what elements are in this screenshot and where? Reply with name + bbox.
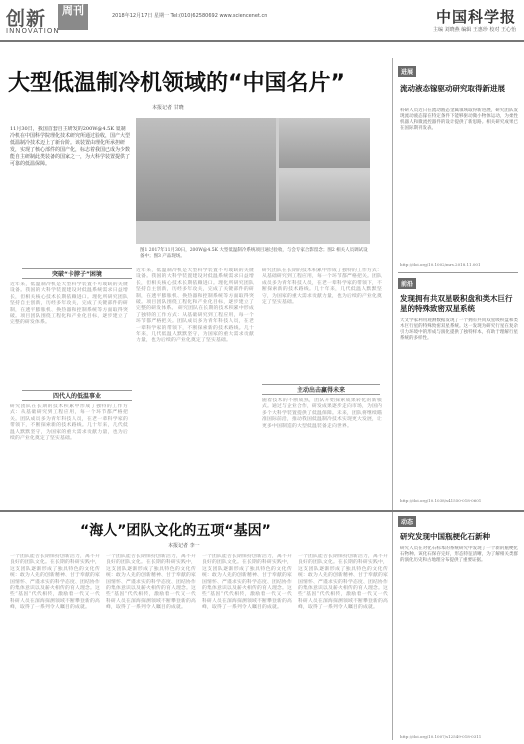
sidebar-item2-url[interactable]: http://doi.org/10.1038/s41550-018-0601 bbox=[400, 498, 482, 503]
photo-product-site bbox=[279, 171, 370, 221]
bottom-column-3 bbox=[202, 554, 292, 738]
sidebar-item1-title: 流动液态镓驱动研究取得新进展 bbox=[400, 84, 505, 93]
section-brand-en: INNOVATION bbox=[6, 27, 60, 35]
bottom-article-byline: 本报记者 李一 bbox=[168, 543, 200, 549]
body-column-1b bbox=[10, 404, 128, 504]
bottom-text-1: 一个团队能否长期保持创新活力，离不开良好的团队文化。在长期的科研实践中，这支团队逐渐形成了独具特色的文化传统：敢为人先的创新精神、甘于奉献的家国情怀、严谨求实的科学态度、团结协作的集体意识以及薪火相传的育人理念。这些“基因”代代相传，激励着一代又一代科研人员在深海探测领域不断攀登新的高峰，取得了一系列令人瞩目的成就。 bbox=[10, 554, 100, 611]
sidebar-item3-url[interactable]: http://doi.org/10.1007/s12549-018-0311 bbox=[400, 734, 482, 739]
sidebar-item3-text: 研究人员在对化石标本的系统研究中发现了一个新的瓶梗化石物种。该化石保存完好，形态特征清晰，为了解相关类群的演化历史和古地理分布提供了重要证据。 bbox=[400, 546, 518, 563]
issue-meta: 2018年12月17日 星期一 Tel:(010)62580692 www.sciencenet.cn bbox=[112, 13, 268, 19]
feature-photo bbox=[136, 118, 370, 244]
sidebar-tag-dynamics: 动态 bbox=[398, 516, 416, 527]
body-column-2 bbox=[136, 268, 254, 504]
newspaper-logo: 中国科学报 bbox=[435, 8, 516, 26]
body-column-3b bbox=[262, 398, 382, 504]
body-text-6: 随着技术的不断成熟，团队开始探索成果转化的新模式。通过与企业合作，研发成果逐步走向市场，为国内多个大科学装置提供了低温保障。未来，团队将继续瞄准国际前沿，推动我国低温制冷技术实现更大发展，让更多中国制造的大型低温装备走向世界。 bbox=[262, 398, 382, 429]
main-headline: 大型低温制冷机领域的“中国名片” bbox=[8, 71, 345, 96]
sidebar-item2-text: 天文学家利用观测数据发现了一个拥有共同双星吸积盘和类木巨行星的特殊致密双星系统。这一发现为研究行星在复杂引力环境中的形成与演化提供了独特样本，有助于理解行星系统的多样性。 bbox=[400, 318, 518, 341]
editor-credits: 主编 刘晓燕 编辑 王惠珍 校对 王心怡 bbox=[433, 27, 516, 33]
sidebar-divider bbox=[392, 58, 393, 510]
section-heading-four-generations: 四代人的低温事业 bbox=[22, 390, 132, 401]
bottom-text-4: 一个团队能否长期保持创新活力，离不开良好的团队文化。在长期的科研实践中，这支团队逐渐形成了独具特色的文化传统：敢为人先的创新精神、甘于奉献的家国情怀、严谨求实的科学态度、团结协作的集体意识以及薪火相传的育人理念。这些“基因”代代相传，激励着一代又一代科研人员在深海探测领域不断攀登新的高峰，取得了一系列令人瞩目的成就。 bbox=[298, 554, 388, 611]
section-tag bbox=[58, 4, 88, 30]
body-text-4: 研究团队在长期的技术积累中形成了独特的工作方式：从基础研究到工程应用，每一个环节都严格把关。团队成员多为青年科技人员，在老一辈科学家的带领下，不断探索新的技术路线。几十年来，几代低温人默默坚守，为国家的重大需求贡献力量，也为后续的产业化奠定了坚实基础。 bbox=[136, 306, 254, 344]
section-brand: 创新 bbox=[6, 8, 47, 30]
bottom-article-title: “海人”团队文化的五项“基因” bbox=[80, 523, 271, 539]
sidebar-item1-url[interactable]: http://doi.org/10.1002/mrs.2018.11.001 bbox=[400, 262, 481, 267]
sidebar-tag-frontier: 前沿 bbox=[398, 278, 416, 289]
sidebar-rule-1 bbox=[398, 272, 518, 273]
photo-lab-equipment bbox=[279, 118, 370, 168]
body-text-3: 近年来，低温制冷机是大型科学装置不可或缺的关键设备。我国的大科学装置建设对低温系统需求日益增长，但相关核心技术长期依赖进口。理化所研究团队坚持自主创新，历经多年攻关，完成了关键部件的研制，在透平膨胀机、换热器和控制系统等方面取得突破。项目团队围绕工程化和产业化目标，逐步建立了完整的研发体系。 bbox=[136, 268, 254, 312]
bottom-column-2 bbox=[106, 554, 196, 738]
bottom-text-2: 一个团队能否长期保持创新活力，离不开良好的团队文化。在长期的科研实践中，这支团队逐渐形成了独具特色的文化传统：敢为人先的创新精神、甘于奉献的家国情怀、严谨求实的科学态度、团结协作的集体意识以及薪火相传的育人理念。这些“基因”代代相传，激励着一代又一代科研人员在深海探测领域不断攀登新的高峰，取得了一系列令人瞩目的成就。 bbox=[106, 554, 196, 611]
sidebar-item1-text: 科研人员近日在流动液态金属领域取得新进展，研究团队发现流动液态镓在特定条件下能够驱动微小物体运动，为柔性机器人和微流控器件的设计提供了新思路。相关研究成果已在国际期刊发表。 bbox=[400, 108, 518, 131]
section-tag-text: 周刊 bbox=[62, 4, 84, 17]
section-heading-proactive: 主动出击赢得未来 bbox=[262, 384, 380, 395]
lead-paragraph: 11月30日，我国首套自主研发的200W@4.5K 氦制冷机在中国科学院理化技术研究所通过验收，国产大型低温制冷技术迈上了新台阶。该装置由理化所承担研发，实现了核心部件的国产化，标志着我国已成为少数能自主研制此类装备的国家之一，为大科学装置提供了可靠的低温保障。 bbox=[10, 126, 130, 167]
photo-caption: 图1 2017年11月30日，200W@4.5K 大型低温制冷系统项目通过验收，与会专家合影留念；图2 相关人员调试设备中；图3 产品现场。 bbox=[140, 248, 368, 259]
bottom-sidebar-divider bbox=[392, 512, 393, 740]
sidebar-item2-title: 发现拥有共双星吸积盘和类木巨行星的特殊致密双星系统 bbox=[400, 294, 513, 313]
body-column-3 bbox=[262, 268, 382, 380]
sidebar-item3-title: 研究发现中国瓶梗化石新种 bbox=[400, 532, 490, 541]
body-column-1 bbox=[10, 282, 128, 384]
photo-group-shot bbox=[136, 118, 276, 221]
bottom-column-1 bbox=[10, 554, 100, 738]
header-rule bbox=[0, 40, 524, 42]
sidebar-tag-progress: 进展 bbox=[398, 66, 416, 77]
body-text-1: 近年来，低温制冷机是大型科学装置不可或缺的关键设备。我国的大科学装置建设对低温系统需求日益增长，但相关核心技术长期依赖进口。理化所研究团队坚持自主创新，历经多年攻关，完成了关键部件的研制，在透平膨胀机、换热器和控制系统等方面取得突破。项目团队围绕工程化和产业化目标，逐步建立了完整的研发体系。 bbox=[10, 282, 128, 326]
main-byline: 本报记者 甘晓 bbox=[152, 105, 184, 111]
body-text-5: 研究团队在长期的技术积累中形成了独特的工作方式：从基础研究到工程应用，每一个环节都严格把关。团队成员多为青年科技人员，在老一辈科学家的带领下，不断探索新的技术路线。几十年来，几代低温人默默坚守，为国家的重大需求贡献力量，也为后续的产业化奠定了坚实基础。 bbox=[262, 268, 382, 306]
bottom-text-3: 一个团队能否长期保持创新活力，离不开良好的团队文化。在长期的科研实践中，这支团队逐渐形成了独具特色的文化传统：敢为人先的创新精神、甘于奉献的家国情怀、严谨求实的科学态度、团结协作的集体意识以及薪火相传的育人理念。这些“基因”代代相传，激励着一代又一代科研人员在深海探测领域不断攀登新的高峰，取得了一系列令人瞩目的成就。 bbox=[202, 554, 292, 611]
bottom-column-4 bbox=[298, 554, 388, 738]
bottom-section-rule bbox=[0, 510, 524, 512]
section-heading-breakthrough: 突破“卡脖子”困境 bbox=[22, 268, 132, 279]
body-text-2: 研究团队在长期的技术积累中形成了独特的工作方式：从基础研究到工程应用，每一个环节都严格把关。团队成员多为青年科技人员，在老一辈科学家的带领下，不断探索新的技术路线。几十年来，几代低温人默默坚守，为国家的重大需求贡献力量，也为后续的产业化奠定了坚实基础。 bbox=[10, 404, 128, 442]
page-header bbox=[0, 0, 524, 40]
